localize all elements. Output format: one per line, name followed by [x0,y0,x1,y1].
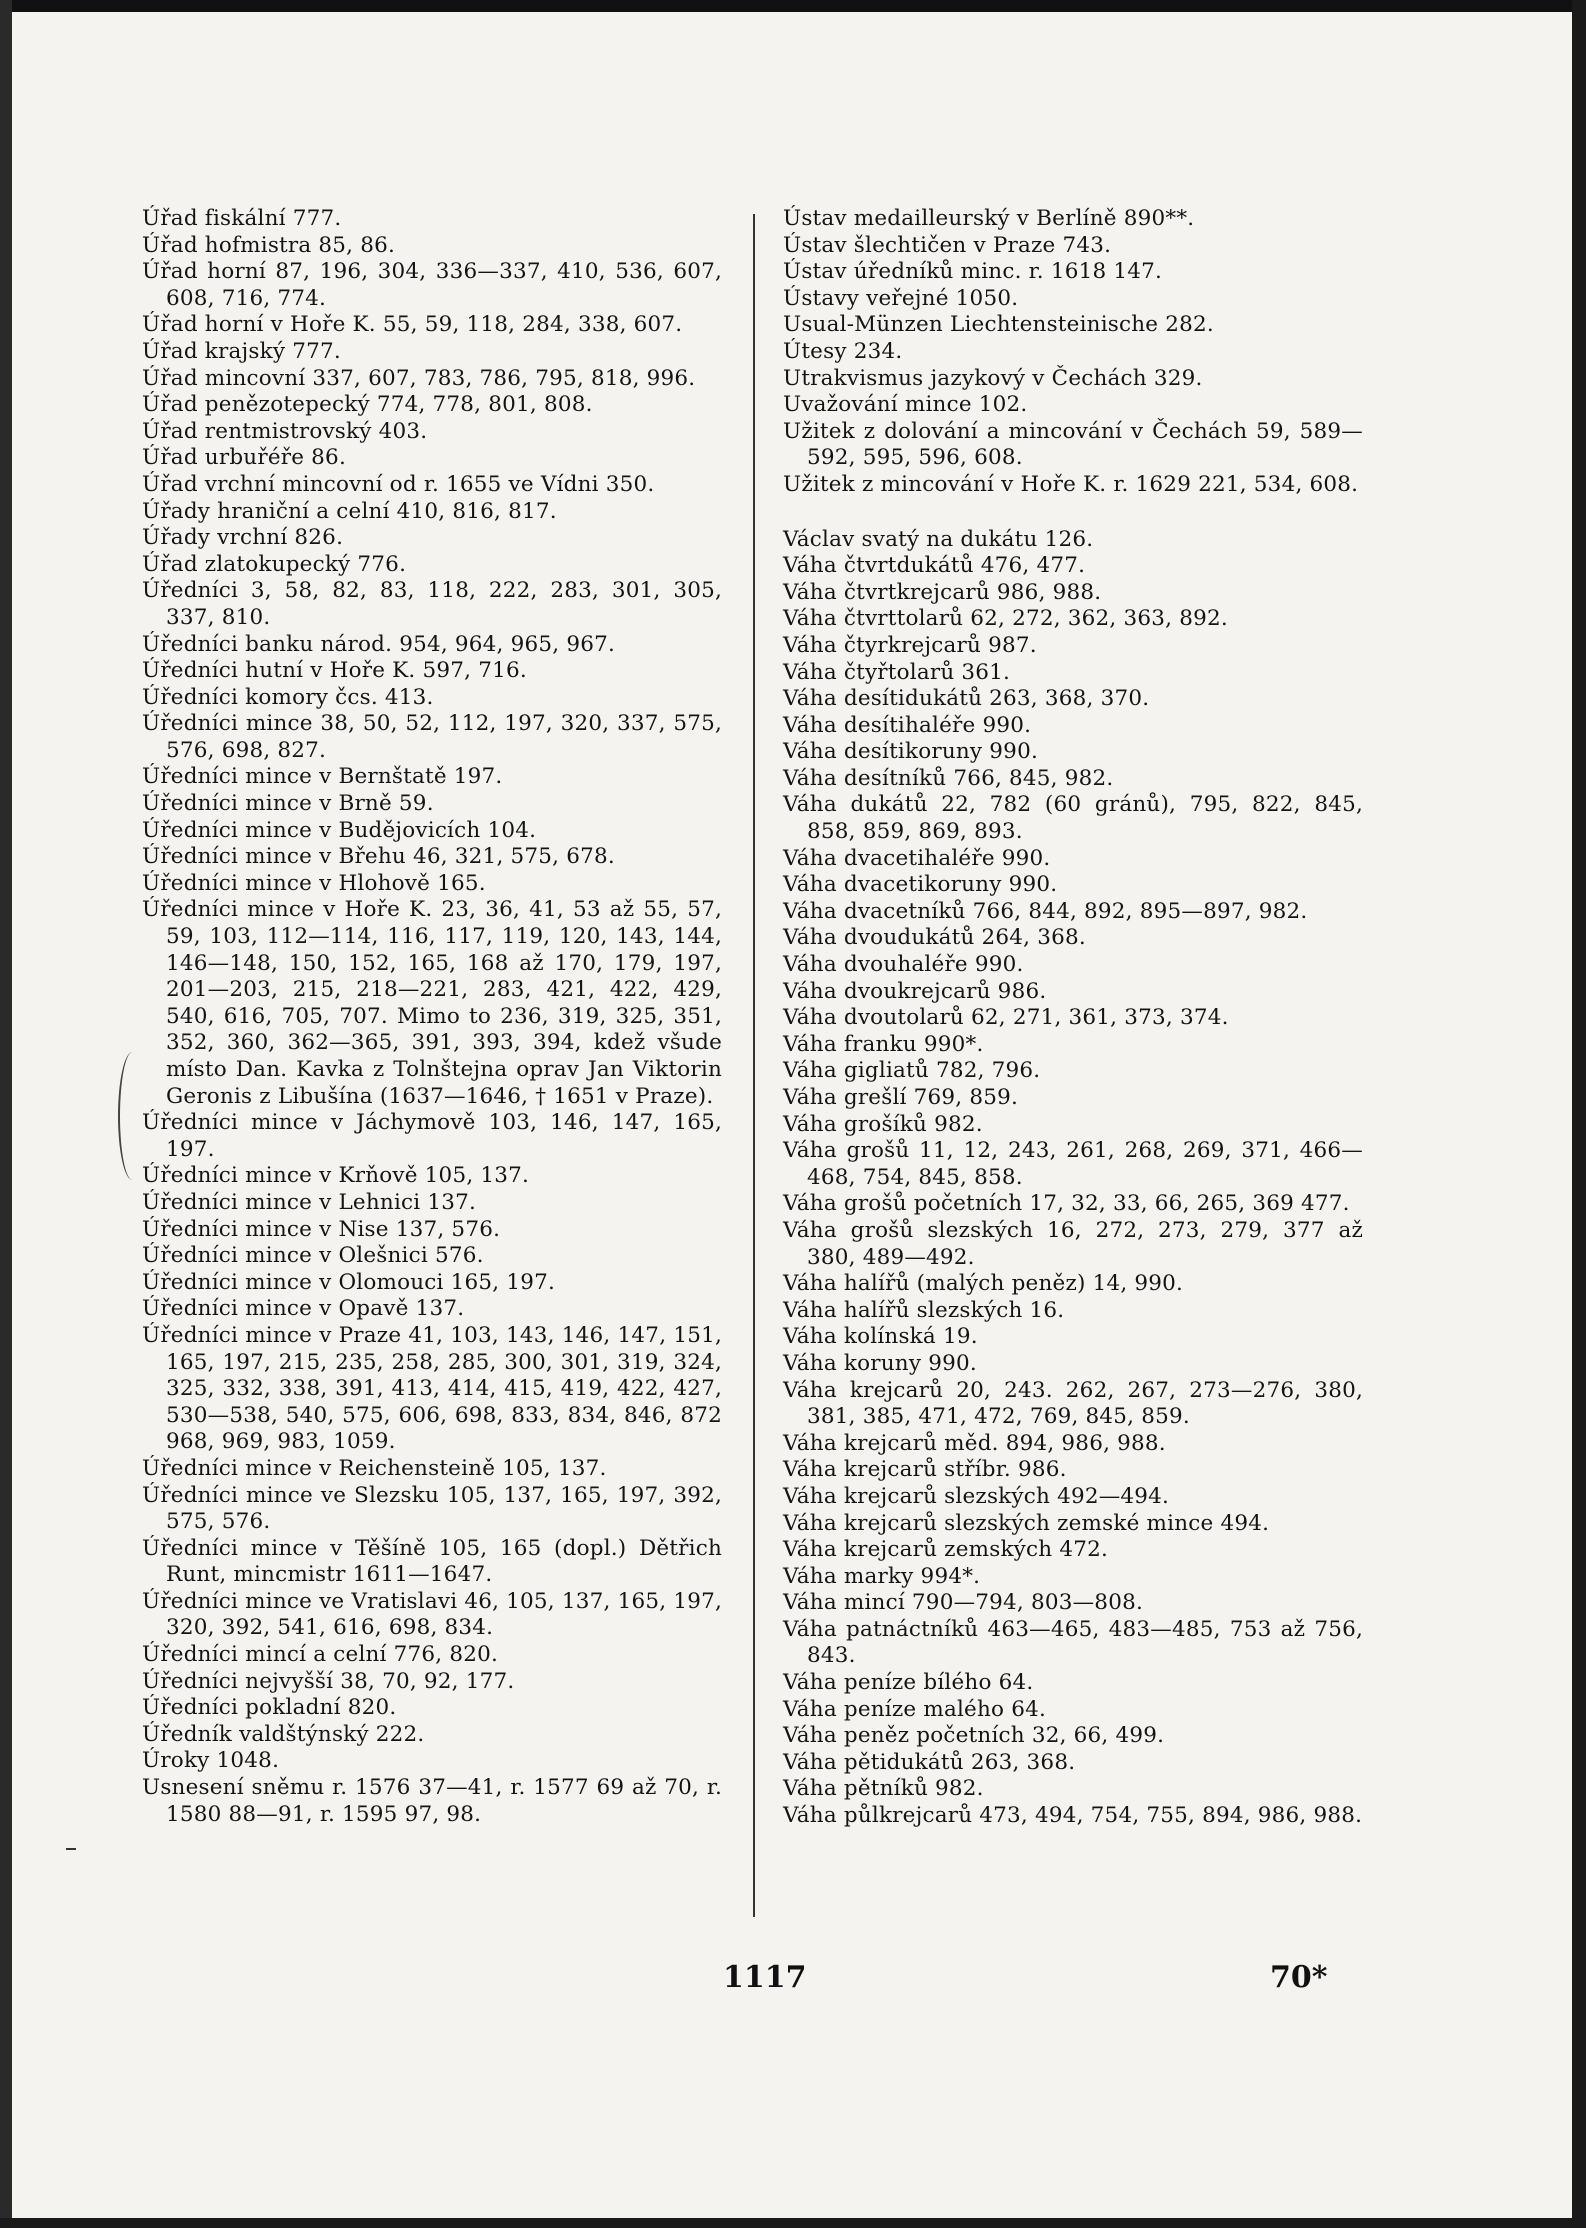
index-entry: Úředníci mince v Břehu 46, 321, 575, 678. [142,844,615,870]
index-entry: Váha krejcarů 20, 243. 262, 267, 273—276, 380, 381, 385, 471, 472, 769, 845, 859. [783,1377,1363,1430]
index-entry: Váha desítikoruny 990. [783,739,1038,765]
index-entry: Úředníci mince v Olomouci 165, 197. [142,1269,556,1295]
index-entry: Váha dvacetníků 766, 844, 892, 895—897, 982. [783,898,1308,924]
index-entry: Úřad fiskální 777. [142,206,342,231]
index-entry: Váha franku 990*. [783,1031,984,1057]
index-entry: Usual-Münzen Liechtensteinische 282. [783,312,1214,338]
scan-border-bottom [0,2218,1586,2228]
index-entry: Úřad urbuřéře 86. [142,445,346,471]
index-entry: Váha čtvrtdukátů 476, 477. [783,553,1086,579]
scan-border-right [1572,0,1586,2228]
index-entry: Úřad zlatokupecký 776. [142,551,407,577]
index-entry: Úředníci mince v Těšíně 105, 165 (dopl.) Dětřich Runt, mincmistr 1611—1647. [142,1535,722,1588]
page-number: 1117 [723,1960,807,1995]
index-entry: Váha gigliatů 782, 796. [783,1058,1041,1084]
index-entry: Ústav šlechtičen v Praze 743. [783,232,1112,258]
index-column-left [142,206,722,1828]
index-entry: Úředníci mince v Olešnici 576. [142,1243,484,1269]
index-entry: Úředníci mince v Hlohově 165. [142,870,486,896]
index-entry: Užitek z mincování v Hoře K. r. 1629 221, 534, 608. [783,471,1359,497]
margin-bracket-mark [118,1052,142,1180]
index-entry: Úřad krajský 777. [142,338,341,364]
index-entry: Váha krejcarů zemských 472. [783,1537,1109,1563]
index-entry: Usnesení sněmu r. 1576 37—41, r. 1577 69 až 70, r. 1580 88—91, r. 1595 97, 98. [142,1775,722,1827]
index-entry: Váha krejcarů slezských 492—494. [783,1483,1170,1509]
index-entry: Váha pětidukátů 263, 368. [783,1749,1076,1775]
index-entry: Úředníci mince v Lehnici 137. [142,1189,477,1215]
index-entry: Váha grošů slezských 16, 272, 273, 279, 377 až 380, 489—492. [783,1217,1363,1270]
index-entry: Úředníci hutní v Hoře K. 597, 716. [142,658,527,684]
index-entry: Váha grošů početních 17, 32, 33, 66, 265, 369 477. [783,1191,1350,1217]
index-entry: Váha patnáctníků 463—465, 483—485, 753 až 756, 843. [783,1616,1363,1669]
index-entry: Uvažování mince 102. [783,392,1028,418]
index-entry: Úroky 1048. [142,1748,280,1774]
index-entry: Úředníci nejvyšší 38, 70, 92, 177. [142,1668,515,1694]
index-entry: Úředník valdštýnský 222. [142,1721,425,1747]
index-entry: Váha krejcarů stříbr. 986. [783,1457,1067,1483]
index-entry: Úředníci mince v Praze 41, 103, 143, 146, 147, 151, 165, 197, 215, 235, 258, 285, 300, 301, 319, 324, 325, 332, 338, 391, 413, 414, 415, 419, 422, 427, 530—538, 540, 575, 606, 698, 833, 834, 846, 872 968, 969, 983, 1059. [142,1322,722,1455]
column-divider [753,214,755,1917]
index-entry: Ústav úředníků minc. r. 1618 147. [783,259,1163,285]
index-entry: Úředníci mince v Krňově 105, 137. [142,1163,530,1189]
index-entry: Úředníci mince ve Slezsku 105, 137, 165, 197, 392, 575, 576. [142,1482,722,1535]
index-entry: Václav svatý na dukátu 126. [783,526,1094,552]
index-entry: Úředníci mince v Reichensteině 105, 137. [142,1455,607,1481]
index-entry: Váha půlkrejcarů 473, 494, 754, 755, 894, 986, 988. [783,1803,1363,1829]
index-entry: Úřad horní 87, 196, 304, 336—337, 410, 536, 607, 608, 716, 774. [142,259,722,311]
index-entry: Úředníci mince 38, 50, 52, 112, 197, 320, 337, 575, 576, 698, 827. [142,711,722,763]
index-entry: Váha čtvrttolarů 62, 272, 362, 363, 892. [783,606,1228,632]
index-entry: Váha peníze malého 64. [783,1696,1046,1722]
index-entry: Váha dvoukrejcarů 986. [783,978,1047,1004]
index-entry: Váha dvacetihaléře 990. [783,845,1051,871]
scan-border-top [0,0,1586,12]
index-entry: Váha marky 994*. [783,1563,981,1589]
index-column-right [783,206,1363,1830]
index-entry: Váha peníze bílého 64. [783,1670,1034,1696]
index-entry: Úředníci pokladní 820. [142,1695,397,1721]
scan-border-left [0,0,12,2228]
index-entry: Váha desítníků 766, 845, 982. [783,765,1114,791]
margin-dash-mark [66,1848,76,1850]
index-entry: Úředníci mincí a celní 776, 820. [142,1642,499,1668]
index-entry: Váha peněz početních 32, 66, 499. [783,1723,1165,1749]
index-entry: Útesy 234. [783,338,903,364]
index-entry: Ústav medailleurský v Berlíně 890**. [783,206,1195,231]
index-entry: Váha dvoutolarů 62, 271, 361, 373, 374. [783,1005,1229,1031]
index-entry: Úředníci mince ve Vratislavi 46, 105, 137, 165, 197, 320, 392, 541, 616, 698, 834. [142,1588,722,1641]
index-entry: Úřad penězotepecký 774, 778, 801, 808. [142,392,593,418]
index-entry: Úředníci mince v Bernštatě 197. [142,764,503,790]
index-entry: Ústavy veřejné 1050. [783,285,1019,311]
index-entry: Utrakvismus jazykový v Čechách 329. [783,365,1203,391]
index-entry: Úředníci komory čcs. 413. [142,684,434,710]
index-entry: Úředníci mince v Nise 137, 576. [142,1216,501,1242]
index-entry: Úřad vrchní mincovní od r. 1655 ve Vídni 350. [142,471,655,497]
index-entry: Váha koruny 990. [783,1350,977,1376]
index-entry: Váha čtyrkrejcarů 987. [783,632,1037,658]
index-entry: Váha dvoudukátů 264, 368. [783,925,1086,951]
index-entry: Užitek z dolování a mincování v Čechách 59, 589—592, 595, 596, 608. [783,418,1363,471]
index-entry: Úředníci mince v Jáchymově 103, 146, 147, 165, 197. [142,1110,722,1162]
index-entry: Úředníci 3, 58, 82, 83, 118, 222, 283, 301, 305, 337, 810. [142,578,722,630]
index-entry: Váha desítihaléře 990. [783,712,1032,738]
index-entry: Váha grošů 11, 12, 243, 261, 268, 269, 371, 466—468, 754, 845, 858. [783,1138,1363,1190]
index-entry: Úředníci mince v Opavě 137. [142,1296,465,1322]
index-entry: Váha halířů (malých peněz) 14, 990. [783,1271,1184,1297]
index-entry: Váha grošíků 982. [783,1111,983,1137]
index-entry: Váha mincí 790—794, 803—808. [783,1590,1143,1616]
index-entry: Úředníci mince v Budějovicích 104. [142,817,537,843]
index-entry: Úřad hofmistra 85, 86. [142,232,396,258]
index-entry: Váha čtyřtolarů 361. [783,659,1011,685]
index-entry: Váha dukátů 22, 782 (60 gránů), 795, 822, 845, 858, 859, 869, 893. [783,792,1363,845]
index-entry: Úřad mincovní 337, 607, 783, 786, 795, 818, 996. [142,365,696,391]
index-entry: Váha grešlí 769, 859. [783,1085,1019,1110]
index-entry: Úřad horní v Hoře K. 55, 59, 118, 284, 338, 607. [142,312,683,338]
index-entry: Váha krejcarů slezských zemské mince 494. [783,1510,1270,1536]
index-entry: Úředníci mince v Hoře K. 23, 36, 41, 53 až 55, 57, 59, 103, 112—114, 116, 117, 119, 120, 143, 144, 146—148, 150, 152, 165, 168 až 170, 179, 197, 201—203, 215, 218—221, 283, 421, 422, 429, 540, 616, 705, 707. Mimo to 236, 319, 325, 351, 352, 360, 362—365, 391, 393, 394, kdež všude místo Dan. Kavka z Tolnštejna oprav Jan Viktorin Geronis z Libušína (1637—1646, † 1651 v Praze). [142,897,722,1109]
index-entry: Váha desítidukátů 263, 368, 370. [783,686,1150,712]
index-entry: Úředníci mince v Brně 59. [142,791,434,817]
index-entry: Úřady hraniční a celní 410, 816, 817. [142,498,557,524]
index-entry: Úředníci banku národ. 954, 964, 965, 967. [142,631,616,657]
index-entry: Váha krejcarů měd. 894, 986, 988. [783,1430,1166,1456]
index-entry: Váha kolínská 19. [783,1324,978,1350]
index-entry: Váha čtvrtkrejcarů 986, 988. [783,579,1102,605]
index-entry: Úřad rentmistrovský 403. [142,418,428,444]
printer-signature-mark: 70* [1270,1960,1328,1995]
index-entry: Váha dvouhaléře 990. [783,952,1024,978]
index-entry: Váha pětníků 982. [783,1776,984,1802]
index-entry: Váha dvacetikoruny 990. [783,872,1058,898]
index-entry: Úřady vrchní 826. [142,525,344,551]
index-entry: Váha halířů slezských 16. [783,1297,1065,1323]
